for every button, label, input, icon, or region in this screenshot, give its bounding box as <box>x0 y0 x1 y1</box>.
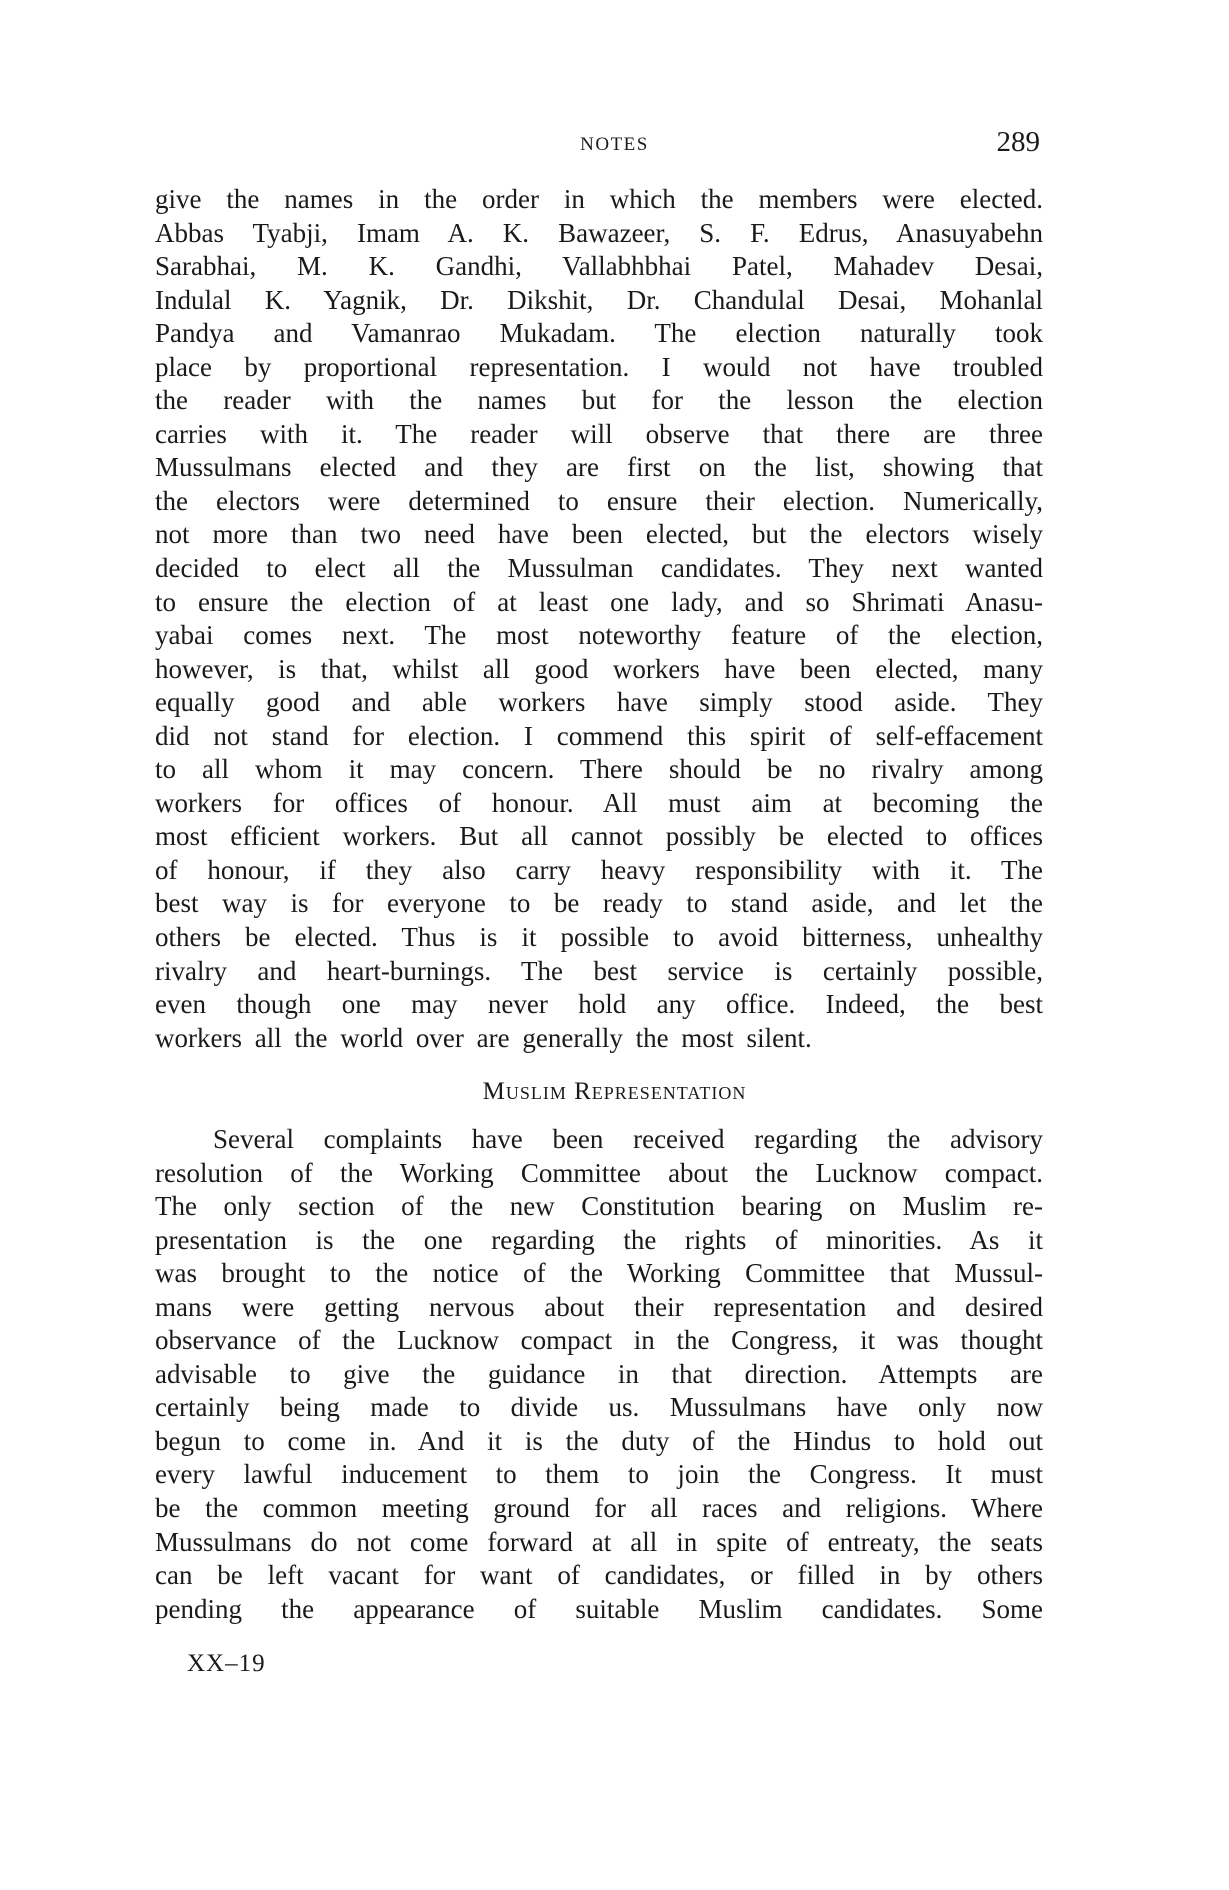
text-line: certainly being made to divide us. Mussulmans have only now <box>155 1392 1043 1423</box>
text-line: to all whom it may concern. There should be no rivalry among <box>155 754 1043 785</box>
text-line: Mussulmans do not come forward at all in spite of entreaty, the seats <box>155 1526 1043 1557</box>
text-line: Sarabhai, M. K. Gandhi, Vallabhbhai Patel, Mahadev Desai, <box>155 251 1043 282</box>
text-line: others be elected. Thus is it possible to avoid bitterness, unhealthy <box>155 922 1043 953</box>
text-line: however, is that, whilst all good workers have been elected, many <box>155 653 1043 684</box>
text-line: place by proportional representation. I would not have troubled <box>155 351 1043 382</box>
text-line: even though one may never hold any office. Indeed, the best <box>155 989 1043 1020</box>
text-line: Several complaints have been received regarding the advisory <box>213 1124 1043 1154</box>
text-line: was brought to the notice of the Working Committee that Mussul- <box>155 1258 1043 1289</box>
text-line: not more than two need have been elected, but the electors wisely <box>155 519 1043 550</box>
text-line: the reader with the names but for the lesson the election <box>155 385 1043 416</box>
text-line: rivalry and heart-burnings. The best service is certainly possible, <box>155 955 1043 986</box>
watermark-text: CWMG - XX <box>1009 588 1142 1302</box>
text-line: resolution of the Working Committee about the Lucknow compact. <box>155 1157 1043 1188</box>
text-line: Indulal K. Yagnik, Dr. Dikshit, Dr. Chandulal Desai, Mohanlal <box>155 284 1043 315</box>
text-line: presentation is the one regarding the rights of minorities. As it <box>155 1224 1043 1255</box>
text-line: best way is for everyone to be ready to stand aside, and let the <box>155 888 1043 919</box>
text-line: of honour, if they also carry heavy responsibility with it. The <box>155 854 1043 885</box>
text-line: workers for offices of honour. All must aim at becoming the <box>155 787 1043 818</box>
text-line: observance of the Lucknow compact in the Congress, it was thought <box>155 1325 1043 1356</box>
running-title: NOTES <box>580 134 649 155</box>
text-line: workers all the world over are generally the most silent. <box>155 1022 812 1053</box>
text-line: advisable to give the guidance in that direction. Attempts are <box>155 1358 1043 1389</box>
paragraph-1 <box>155 183 1043 1055</box>
text-line: equally good and able workers have simply stood aside. They <box>155 687 1043 718</box>
text-line: Pandya and Vamanrao Mukadam. The election naturally took <box>155 318 1043 349</box>
text-line: decided to elect all the Mussulman candidates. They next wanted <box>155 553 1043 584</box>
text-line: to ensure the election of at least one lady, and so Shrimati Anasu- <box>155 586 1043 617</box>
watermark <box>1009 530 1142 1360</box>
text-line: Mussulmans elected and they are first on the list, showing that <box>155 452 1043 483</box>
text-line: every lawful inducement to them to join the Congress. It must <box>155 1459 1043 1490</box>
section-heading: Muslim Representation <box>482 1078 747 1105</box>
text-line: the electors were determined to ensure their election. Numerically, <box>155 485 1043 516</box>
text-line: The only section of the new Constitution bearing on Muslim re- <box>155 1191 1043 1222</box>
signature-mark: XX–19 <box>187 1650 266 1677</box>
text-line: begun to come in. And it is the duty of the Hindus to hold out <box>155 1425 1043 1456</box>
text-line: Abbas Tyabji, Imam A. K. Bawazeer, S. F. Edrus, Anasuyabehn <box>155 217 1043 248</box>
text-line: yabai comes next. The most noteworthy feature of the election, <box>155 620 1043 651</box>
text-line: carries with it. The reader will observe that there are three <box>155 418 1043 449</box>
page-number: 289 <box>996 126 1040 158</box>
text-line: mans were getting nervous about their representation and desired <box>155 1291 1043 1322</box>
text-line: can be left vacant for want of candidates, or filled in by others <box>155 1560 1043 1591</box>
text-line: most efficient workers. But all cannot possibly be elected to offices <box>155 821 1043 852</box>
text-line: be the common meeting ground for all races and religions. Where <box>155 1493 1043 1524</box>
text-line: did not stand for election. I commend this spirit of self-effacement <box>155 720 1043 751</box>
paragraph-2 <box>155 1123 1043 1626</box>
text-line: pending the appearance of suitable Muslim candidates. Some <box>155 1593 1043 1624</box>
text-line: give the names in the order in which the members were elected. <box>155 184 1043 214</box>
